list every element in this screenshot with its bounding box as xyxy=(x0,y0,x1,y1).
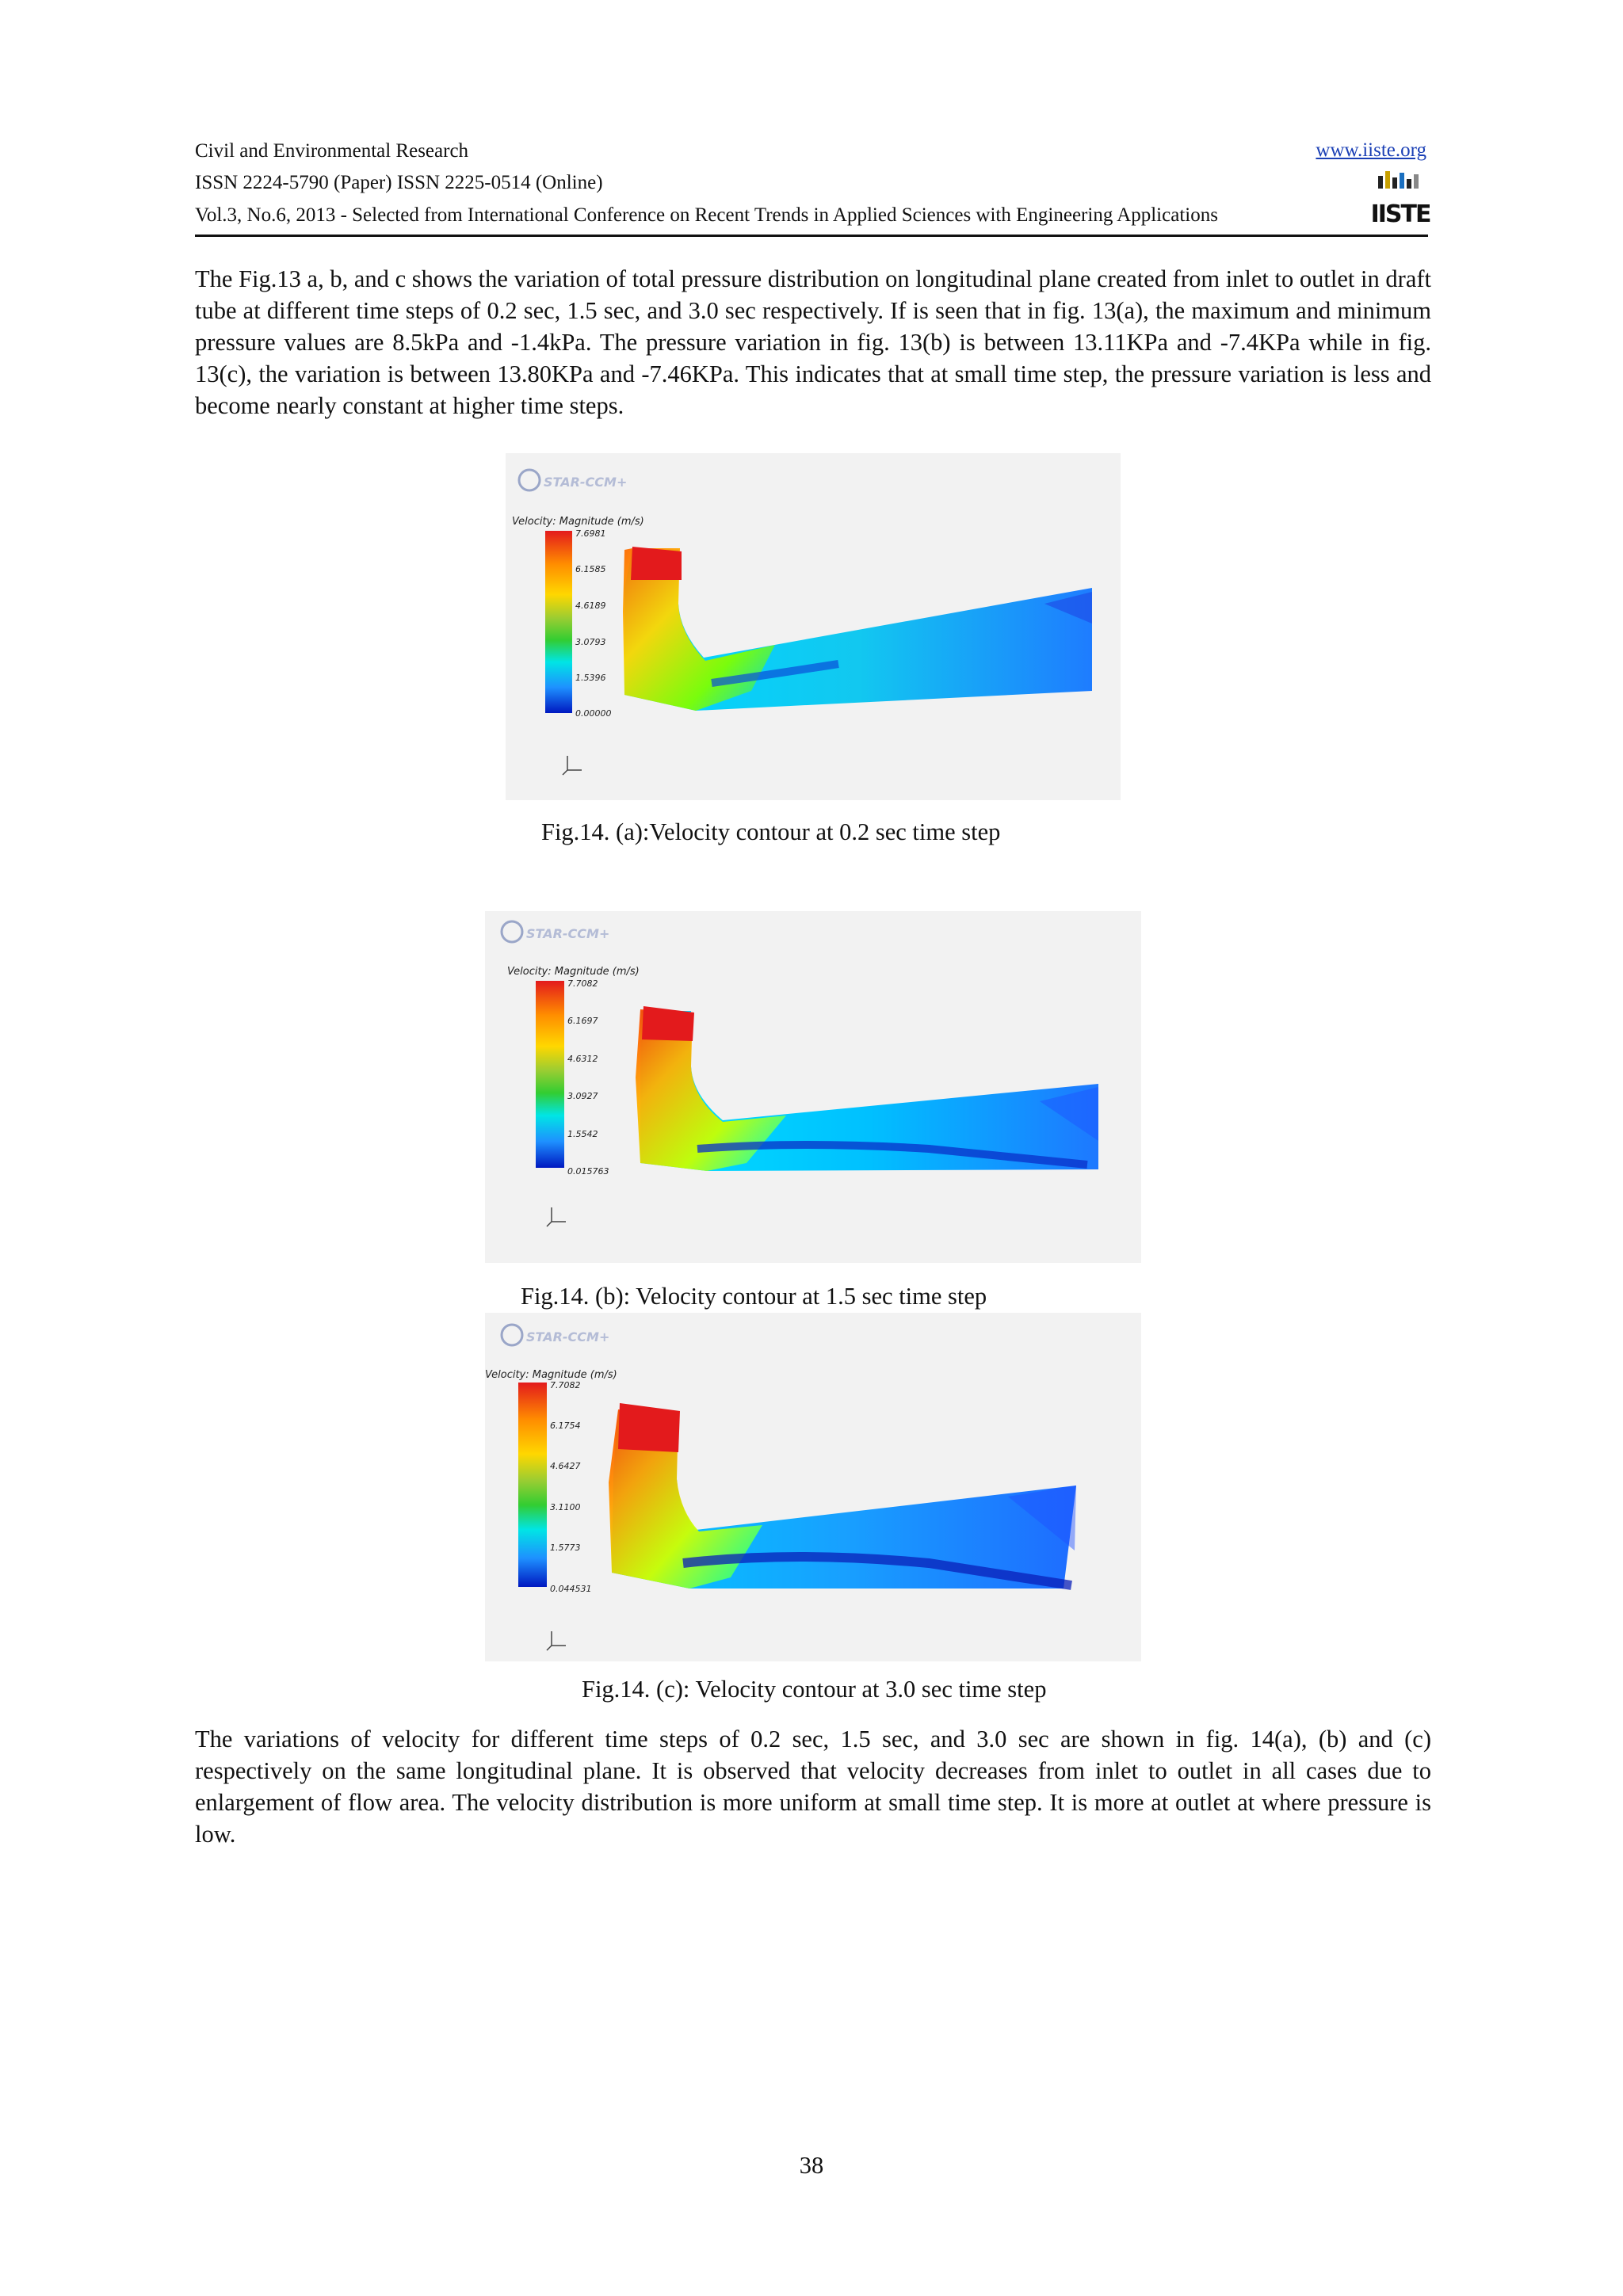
legend-tick-2: 6.1585 xyxy=(575,564,606,574)
legend-title: Velocity: Magnitude (m/s) xyxy=(485,1369,617,1381)
draft-tube-contour xyxy=(623,547,1092,711)
starccm-logo xyxy=(519,470,627,490)
axis-triad xyxy=(547,1631,566,1650)
legend-tick-3: 4.6189 xyxy=(575,601,606,611)
figure-caption-b: Fig.14. (b): Velocity contour at 1.5 sec time step xyxy=(521,1283,987,1310)
legend-tick-3: 4.6312 xyxy=(567,1054,598,1064)
figure-caption-a: Fig.14. (a):Velocity contour at 0.2 sec time step xyxy=(541,818,1001,845)
starccm-logo xyxy=(502,1325,609,1345)
legend-tick-5: 1.5773 xyxy=(550,1543,581,1553)
figure-velocity-contour-a xyxy=(506,453,1121,800)
page-number: 38 xyxy=(799,2152,824,2179)
svg-text:STAR-CCM+: STAR-CCM+ xyxy=(544,475,628,490)
legend-title: Velocity: Magnitude (m/s) xyxy=(507,966,640,978)
body-paragraph-velocity: The variations of velocity for different time steps of 0.2 sec, 1.5 sec, and 3.0 sec are shown in fig. 14(a), (b) and (c) respectively on the same longitudinal plane. It is observed that velocity decreases from inlet to outlet in all cases due to enlargement of flow area. The velocity distribution is more uniform at small time step. It is more at outlet at where pressure is low. xyxy=(195,1726,1431,1848)
issn-line: ISSN 2224-5790 (Paper) ISSN 2225-0514 (Online) xyxy=(195,172,603,193)
legend-tick-5: 1.5396 xyxy=(575,673,606,683)
legend-tick-3: 4.6427 xyxy=(550,1461,581,1471)
legend-tick-1: 7.7082 xyxy=(550,1380,581,1390)
starccm-logo xyxy=(502,921,609,942)
legend-tick-6: 0.00000 xyxy=(575,708,612,719)
logo-wordmark: IISTE xyxy=(1370,200,1430,228)
body-paragraph-pressure: The Fig.13 a, b, and c shows the variation of total pressure distribution on longitudinal plane created from inlet to outlet in draft tube at different time steps of 0.2 sec, 1.5 sec, and 3.0 sec respectively. If is seen that in fig. 13(a), the maximum and minimum pressure values are 8.5kPa and -1.4kPa. The pressure variation in fig. 13(b) is between 13.11KPa and -7.4KPa while in fig. 13(c), the variation is between 13.80KPa and -7.46KPa. This indicates that at small time step, the pressure variation is less and become nearly constant at higher time steps. xyxy=(195,265,1431,419)
journal-url-link[interactable]: www.iiste.org xyxy=(1316,139,1426,161)
svg-text:STAR-CCM+: STAR-CCM+ xyxy=(526,926,610,941)
legend-tick-2: 6.1754 xyxy=(550,1421,581,1431)
colorbar xyxy=(545,531,572,713)
legend-tick-4: 3.0927 xyxy=(567,1091,598,1101)
figure-velocity-contour-b xyxy=(485,911,1141,1263)
svg-text:STAR-CCM+: STAR-CCM+ xyxy=(526,1329,610,1344)
legend-tick-6: 0.015763 xyxy=(567,1166,609,1177)
figure-velocity-contour-c xyxy=(485,1313,1141,1661)
journal-name: Civil and Environmental Research xyxy=(195,140,469,162)
legend-title: Velocity: Magnitude (m/s) xyxy=(512,516,644,528)
legend-tick-5: 1.5542 xyxy=(567,1129,598,1139)
legend-tick-1: 7.6981 xyxy=(575,528,606,539)
axis-triad xyxy=(547,1207,566,1226)
legend-tick-4: 3.1100 xyxy=(550,1502,581,1512)
legend-tick-2: 6.1697 xyxy=(567,1016,598,1026)
colorbar xyxy=(518,1383,547,1587)
iiste-logo xyxy=(1370,168,1430,228)
header-divider xyxy=(195,235,1428,237)
figure-caption-c: Fig.14. (c): Velocity contour at 3.0 sec time step xyxy=(582,1676,1047,1703)
colorbar xyxy=(536,981,564,1168)
volume-line: Vol.3, No.6, 2013 - Selected from International Conference on Recent Trends in Applied Sciences with Engineering Applications xyxy=(195,204,1218,226)
legend-tick-6: 0.044531 xyxy=(550,1584,592,1594)
draft-tube-contour xyxy=(609,1403,1076,1589)
legend-tick-1: 7.7082 xyxy=(567,978,598,989)
axis-triad xyxy=(563,756,582,775)
draft-tube-contour xyxy=(636,1006,1098,1171)
legend-tick-4: 3.0793 xyxy=(575,637,606,647)
